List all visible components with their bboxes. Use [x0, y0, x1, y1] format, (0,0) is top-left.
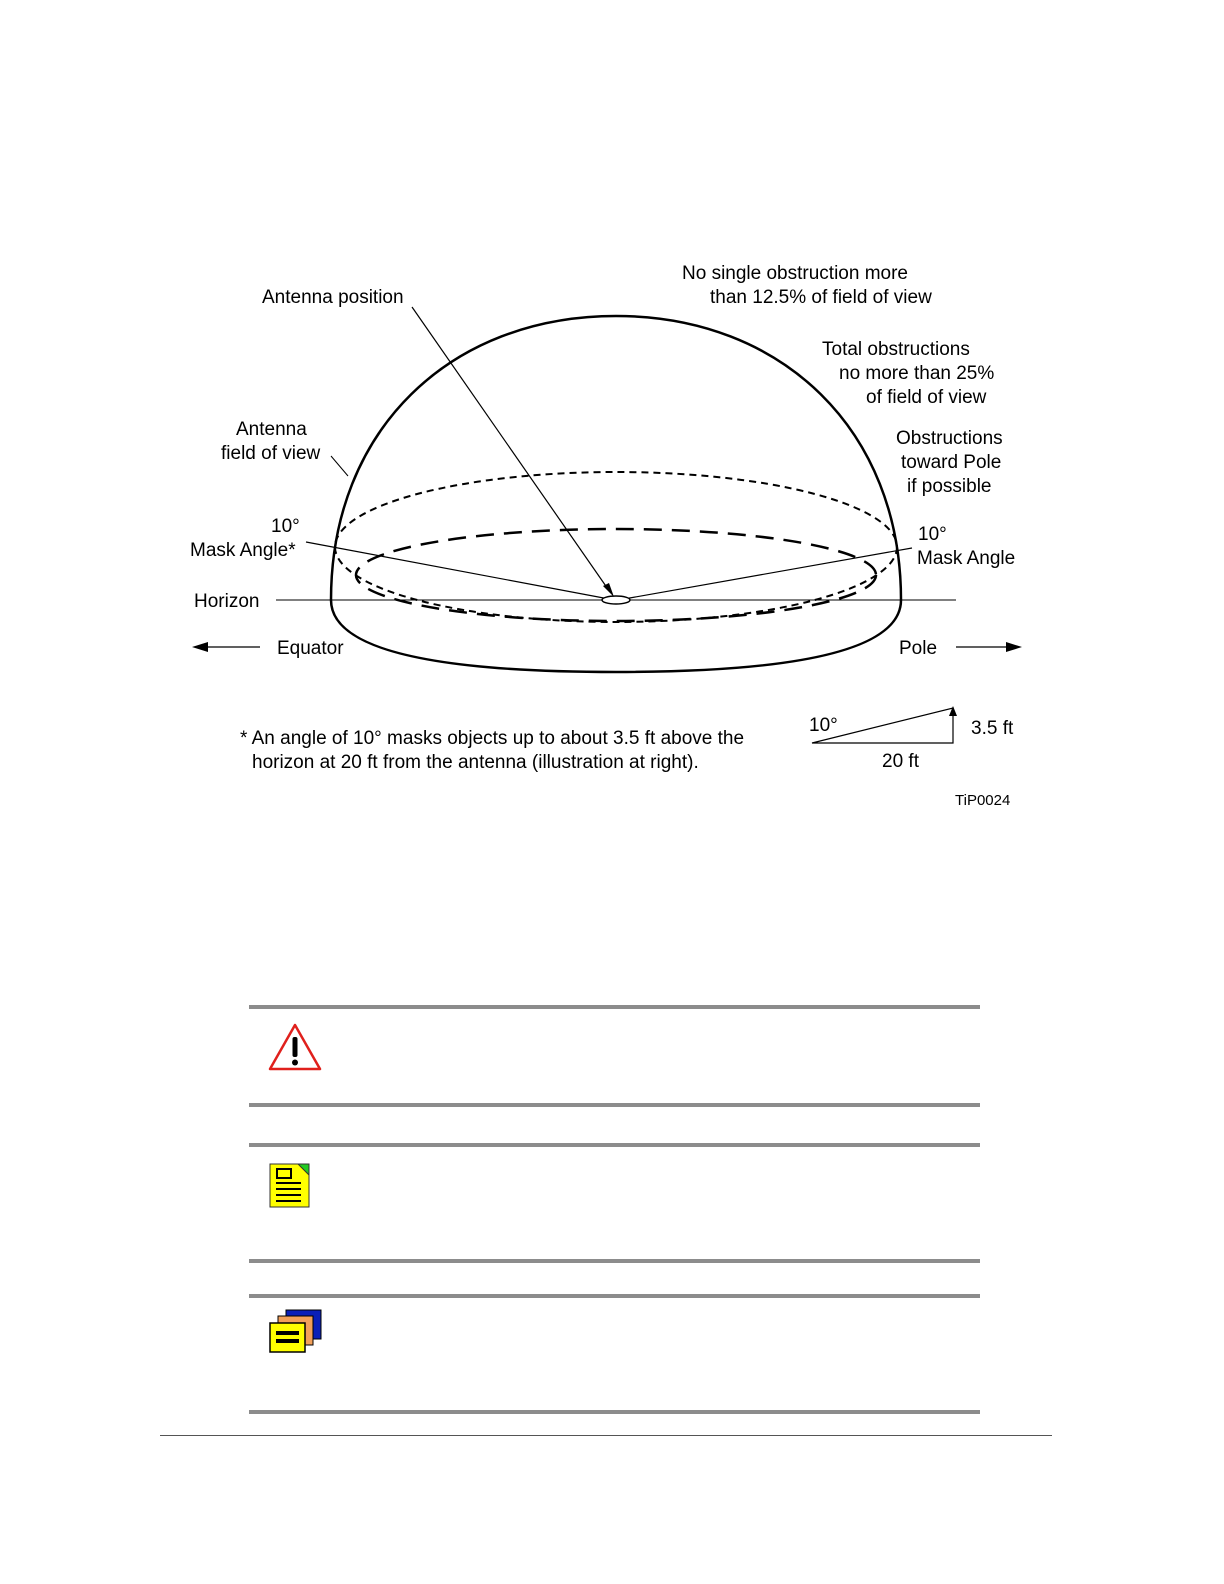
reference-icon: [268, 1309, 324, 1360]
note-notice: [249, 1143, 980, 1265]
notice-rule-top: [249, 1294, 980, 1298]
obstructions-pole-line1: Obstructions: [896, 428, 1003, 449]
note-icon: [269, 1163, 311, 1214]
notice-rule-top: [249, 1143, 980, 1147]
antenna-fov-line2: field of view: [221, 443, 321, 464]
triangle-base-label: 20 ft: [882, 751, 919, 772]
horizon-label: Horizon: [194, 591, 260, 612]
mask-angle-right-line1: 10°: [918, 524, 947, 545]
footnote-line2: horizon at 20 ft from the antenna (illustration at right).: [252, 752, 699, 773]
dome-outline: [331, 316, 901, 600]
mask-angle-left-line1: 10°: [271, 516, 300, 537]
dome-base-arc: [331, 600, 901, 672]
figure-id: TiP0024: [955, 792, 1011, 809]
footer-rule: [160, 1435, 1052, 1436]
notice-rule-top: [249, 1005, 980, 1009]
obstructions-pole-line2: toward Pole: [901, 452, 1002, 473]
mask-angle-line-right: [624, 548, 912, 599]
inner-dashed-ellipse: [356, 529, 876, 621]
no-single-obstruction-line1: No single obstruction more: [682, 263, 908, 284]
total-obstructions-line2: no more than 25%: [839, 363, 995, 384]
antenna-position-label: Antenna position: [262, 287, 404, 308]
triangle-height-arrowhead: [949, 706, 957, 716]
equator-label: Equator: [277, 638, 344, 659]
reference-notice: [249, 1294, 980, 1416]
equator-arrowhead: [192, 642, 208, 652]
caution-triangle-icon: [267, 1022, 323, 1077]
mask-angle-left-line2: Mask Angle*: [190, 540, 296, 561]
antenna-marker: [602, 596, 630, 604]
pole-label: Pole: [899, 638, 938, 659]
notice-rule-bottom: [249, 1410, 980, 1414]
antenna-fov-line1: Antenna: [236, 419, 307, 440]
triangle-angle-label: 10°: [809, 715, 838, 736]
field-of-view-leader: [331, 456, 348, 476]
notice-rule-bottom: [249, 1259, 980, 1263]
mask-angle-right-line2: Mask Angle: [917, 548, 1016, 569]
antenna-position-leader: [412, 307, 610, 592]
no-single-obstruction-line2: than 12.5% of field of view: [710, 287, 932, 308]
pole-arrowhead: [1006, 642, 1022, 652]
total-obstructions-line3: of field of view: [866, 387, 987, 408]
obstructions-pole-line3: if possible: [907, 476, 992, 497]
total-obstructions-line1: Total obstructions: [822, 339, 970, 360]
mask-angle-line-left: [306, 542, 609, 599]
footnote-line1: * An angle of 10° masks objects up to about 3.5 ft above the: [240, 728, 745, 749]
notice-rule-bottom: [249, 1103, 980, 1107]
triangle-height-label: 3.5 ft: [971, 718, 1014, 739]
caution-notice: [249, 1005, 980, 1109]
